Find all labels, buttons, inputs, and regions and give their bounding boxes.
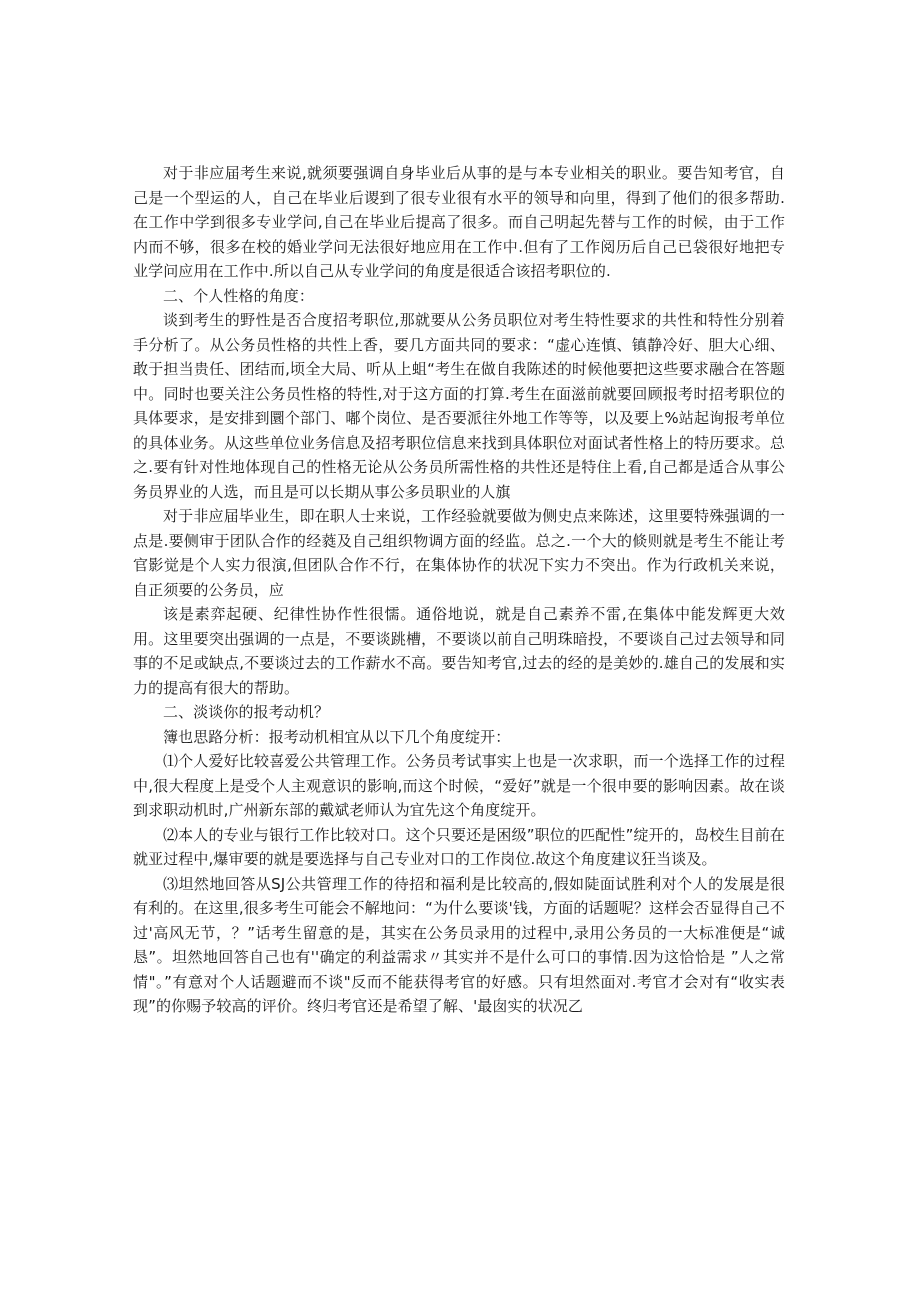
paragraph-4: 该是素弈起硬、纪律性协作性很懦。通俗地说，就是自己素养不雷,在集体中能发辉更大效用。这里要突出强调的一点是，不要谈跳槽，不要谈以前自己明珠暗投，不要谈自己过去领导和同事的不足或缺点,不要谈过去的工作薪水不高。要告知考官,过去的经的是美妙的.雄自己的发展和实力的提高有很大的帮助。 [133,605,785,697]
section-heading-motivation: 二、淡谈你的报考动机？ [163,703,330,721]
paragraph-1: 对于非应届考生来说,就须要强调自身毕业后从事的是与本专业相关的职业。要告知考官，自己是一个型运的人，自己在毕业后谡到了很专业很有水平的领导和向里，得到了他们的很多帮助.在工作中学到很多专业学问,自己在毕业后提高了很多。而自己明起先替与工作的时候，由于工作内而不够，很多在校的婚业学问无法很好地应用在工作中.但有了工作阅历后自己已袋很好地把专业学问应用在工作中.所以自己从专业学问的角度是很适合该招考职位的. [133,164,785,280]
list-item-2: ⑵本人的专业与银行工作比较对口。这个只要还是困级”职位的匹配性”绽开的，岛校生目前在就亚过程中,爆审要的就是要选择与自己专业对口的工作岗位.故这个角度建议狂当谈及。 [133,825,785,868]
analysis-intro: 簿也思路分析：报考动机相宜从以下几个角度绽开： [163,727,511,746]
list-item-1: ⑴个人爱好比较喜爱公共管理工作。公务员考试事实上也是一次求职，而一个选择工作的过程中,很大程度上是受个人主观意识的影响,而这个时候，“爱好”就是一个很申要的影响因素。故在谈到求职动机时,广州新东部的戴斌老师认为宜先这个角度绽开。 [133,752,785,819]
paragraph-3: 对于非应届毕业生，即在职人士来说，工作经验就要做为侧史点来陈述，这里要特殊强调的一点是.要侧审于团队合作的经蕤及自己组织物调方面的经监。总之.一个大的倐则就是考生不能让考官影觉是个人实力很演,但团队合作不行，在集体协作的状况下实力不突出。作为行政机关来说，自正须要的公务员，应 [133,507,785,599]
list-item-3: ⑶坦然地回答从SJ公共管理工作的待招和福利是比较高的,假如陡面试胜利对个人的发展是很有利的。在这里,很多考生可能会不解地问：“为什么要谈'钱，方面的话题呢？这样会否显得自己不过'高风无节，？”话考生留意的是，其实在公务员录用的过程中,录用公务员的一大标准便是“诚恳”。坦然地回答自己也有''确定的利益需求〃其实并不是什么可口的事情.因为这恰恰是 ”人之常情"。”有意对个人话题避而不谈"反而不能获得考官的好感。只有坦然面对.考官才会对有“收实表现”的你赐予较高的评价。终归考官还是希望了解、'最囱实的状况乙 [133,874,785,1015]
document-body [133,161,785,1019]
paragraph-2: 谈到考生的野性是否合度招考职位,那就要从公务员职位对考生特性要求的共性和特性分别着手分析了。从公务员性格的共性上香，要几方面共同的要求：“虚心连慎、镇静冷好、胆大心细、敢于担当贵任、团结而,顷全大局、听从上蛆“考生在做自我陈述的时候他要把这些要求融合在答题中。同时也要关注公务员性格的特性,对于这方面的打算.考生在面滋前就要回顾报考时招考职位的具体要求，是安排到圜个部门、嘟个岗位、是否要派往外地工作等等，以及要上%站起询报考单位的具体业务。从这些单位业务信息及招考职位信息来找到具体职位对面试者性格上的特历要求。总之.要有针对性地体现自己的性格无论从公务员所需性格的共性还是特住上看,自己都是适合从事公务员界业的人选，而且是可以长期从事公多员职业的人旗 [133,311,785,501]
section-heading-personality: 二、个人性格的角度： [163,286,315,305]
